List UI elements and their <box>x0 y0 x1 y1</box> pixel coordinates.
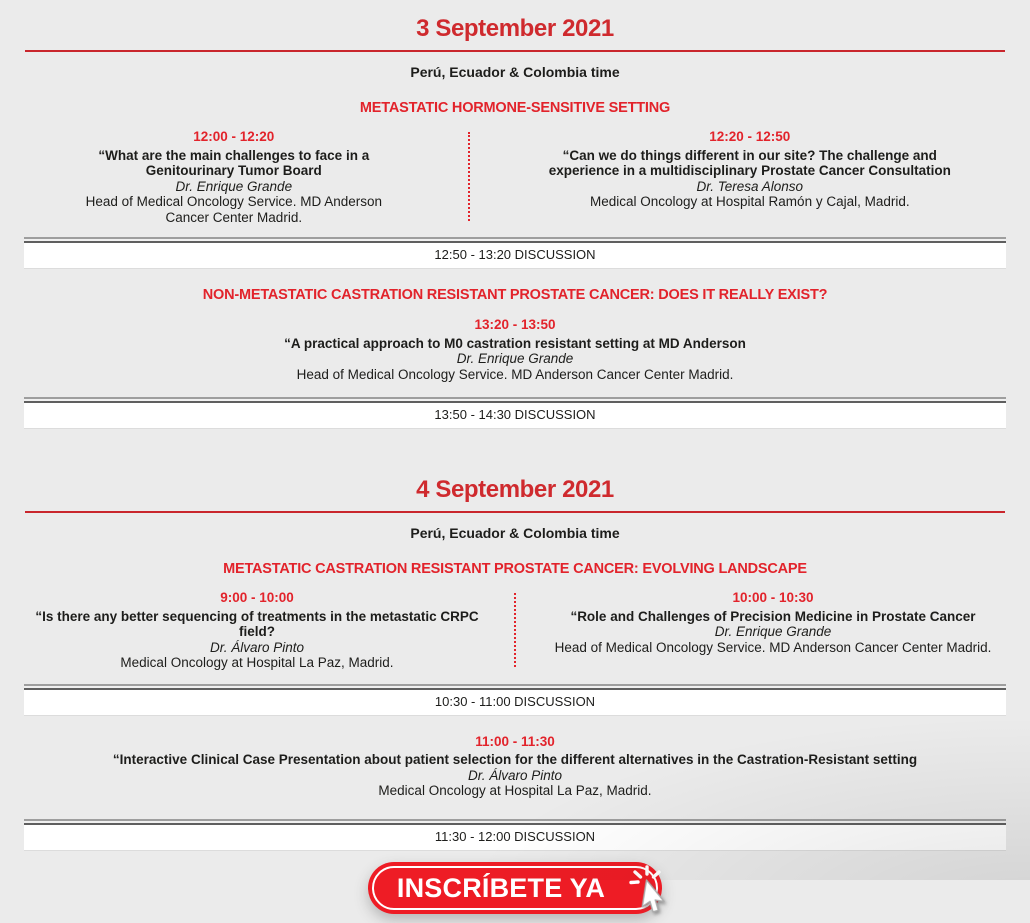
register-button[interactable] <box>368 862 662 914</box>
date-title: 3 September 2021 <box>416 15 614 42</box>
talk-affiliation: Head of Medical Oncology Service. MD Anderson Cancer Center Madrid. <box>296 366 734 382</box>
talk-speaker: Dr. Teresa Alonso <box>696 178 804 194</box>
day-section-2 <box>0 429 1030 851</box>
talk-affiliation: Medical Oncology at Hospital La Paz, Madrid. <box>378 783 652 798</box>
talk-affiliation: Medical Oncology at Hospital Ramón y Cajal, Madrid. <box>589 194 910 209</box>
day-section-1 <box>0 0 1030 429</box>
talk-card <box>516 590 1030 671</box>
talk-time: 11:00 - 11:30 <box>475 733 555 749</box>
date-title: 4 September 2021 <box>416 476 614 503</box>
talk-title: “Is there any better sequencing of treatments in the metastatic CRPC field? <box>35 608 479 639</box>
talk-title: “A practical approach to M0 castration resistant setting at MD Anderson <box>284 335 746 351</box>
talk-speaker: Dr. Álvaro Pinto <box>467 767 563 783</box>
talk-title: “Interactive Clinical Case Presentation about patient selection for the different alternatives in the Castration-Resistant setting <box>112 752 918 767</box>
talk-affiliation: Head of Medical Oncology Service. MD Anderson Cancer Center Madrid. <box>85 194 382 225</box>
talk-time: 10:00 - 10:30 <box>732 590 814 605</box>
cta-area <box>0 862 1030 914</box>
discussion-bar: 10:30 - 11:00 DISCUSSION <box>24 684 1006 716</box>
talk-affiliation: Head of Medical Oncology Service. MD Anderson Cancer Center Madrid. <box>554 639 992 655</box>
talk-speaker: Dr. Enrique Grande <box>456 351 574 366</box>
discussion-bar: 12:50 - 13:20 DISCUSSION <box>24 237 1006 269</box>
talk-title: “Role and Challenges of Precision Medicine in Prostate Cancer <box>570 608 976 624</box>
timezone-label: Perú, Ecuador & Colombia time <box>410 525 620 541</box>
talk-row <box>0 129 1030 225</box>
talk-card <box>0 317 1030 382</box>
talk-time: 13:20 - 13:50 <box>474 317 556 332</box>
session-block-title: METASTATIC HORMONE-SENSITIVE SETTING <box>359 100 671 116</box>
talk-card <box>0 590 514 671</box>
talk-title: “Can we do things different in our site? The challenge and experience in a multidisciplinary Prostate Cancer Consultation <box>548 147 951 178</box>
session-block-title: METASTATIC CASTRATION RESISTANT PROSTATE CANCER: EVOLVING LANDSCAPE <box>223 561 807 577</box>
date-rule <box>25 511 1005 513</box>
talk-card <box>0 734 1030 799</box>
discussion-bar: 11:30 - 12:00 DISCUSSION <box>24 819 1006 851</box>
talk-row <box>0 590 1030 671</box>
register-button-label: INSCRÍBETE YA <box>396 872 606 903</box>
date-rule <box>25 50 1005 52</box>
talk-time: 12:00 - 12:20 <box>193 129 275 144</box>
talk-speaker: Dr. Enrique Grande <box>175 178 293 194</box>
discussion-bar: 13:50 - 14:30 DISCUSSION <box>24 397 1006 429</box>
talk-affiliation: Medical Oncology at Hospital La Paz, Madrid. <box>120 655 394 670</box>
talk-title: “What are the main challenges to face in a Genitourinary Tumor Board <box>98 147 370 178</box>
talk-card <box>470 129 1030 225</box>
session-block-title: NON-METASTATIC CASTRATION RESISTANT PROSTATE CANCER: DOES IT REALLY EXIST? <box>202 287 828 303</box>
talk-speaker: Dr. Álvaro Pinto <box>209 639 305 655</box>
talk-time: 12:20 - 12:50 <box>709 129 791 144</box>
timezone-label: Perú, Ecuador & Colombia time <box>410 64 620 80</box>
talk-time: 9:00 - 10:00 <box>220 590 294 605</box>
talk-card <box>0 129 468 225</box>
talk-speaker: Dr. Enrique Grande <box>714 624 832 639</box>
